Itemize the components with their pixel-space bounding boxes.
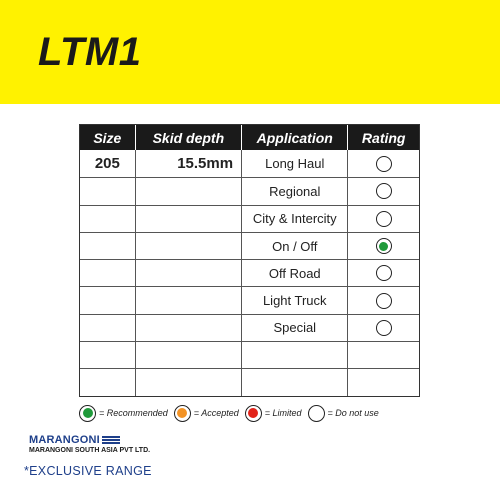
cell-rating: [348, 260, 419, 286]
cell-application: [242, 342, 348, 368]
table-row: [80, 368, 419, 395]
rating-do-not-use-icon: [376, 211, 392, 227]
cell-application: Regional: [242, 178, 348, 204]
rating-do-not-use-icon: [376, 183, 392, 199]
cell-size: [80, 369, 136, 395]
cell-skid-depth: [136, 315, 242, 341]
table-body: [80, 150, 419, 396]
legend-do-not-use-icon: [308, 405, 325, 422]
legend-fill-icon: [248, 408, 258, 418]
rating-recommended-icon: [376, 238, 392, 254]
legend-item-accepted: [174, 405, 239, 422]
cell-application: Long Haul: [242, 150, 348, 177]
legend-item-limited: [245, 405, 302, 422]
rating-legend: [79, 403, 424, 423]
cell-rating: [348, 178, 419, 204]
rating-do-not-use-icon: [376, 293, 392, 309]
legend-label: = Accepted: [193, 408, 239, 418]
header-size: Size: [80, 125, 136, 150]
legend-recommended-icon: [79, 405, 96, 422]
table-row: [80, 341, 419, 368]
title-banner: [0, 0, 500, 104]
table-row: [80, 259, 419, 286]
legend-item-recommended: [79, 405, 168, 422]
brand-block: [29, 434, 150, 454]
cell-size: [80, 233, 136, 259]
cell-rating: [348, 150, 419, 177]
cell-application: Light Truck: [242, 287, 348, 313]
cell-rating: [348, 206, 419, 232]
legend-label: = Do not use: [327, 408, 379, 418]
brand-logo: [29, 434, 150, 446]
cell-rating: [348, 342, 419, 368]
brand-stripes-icon: [102, 436, 120, 444]
cell-skid-depth: [136, 206, 242, 232]
cell-size: [80, 178, 136, 204]
rating-do-not-use-icon: [376, 156, 392, 172]
table-row: [80, 232, 419, 259]
brand-logo-text: MARANGONI: [29, 434, 100, 446]
rating-do-not-use-icon: [376, 265, 392, 281]
product-title: LTM1: [38, 30, 142, 74]
cell-size: [80, 287, 136, 313]
cell-skid-depth: [136, 233, 242, 259]
cell-application: Off Road: [242, 260, 348, 286]
cell-rating: [348, 233, 419, 259]
cell-rating: [348, 369, 419, 395]
cell-skid-depth: [136, 369, 242, 395]
cell-application: City & Intercity: [242, 206, 348, 232]
table-row: [80, 177, 419, 204]
legend-fill-icon: [177, 408, 187, 418]
header-rating: Rating: [361, 129, 406, 146]
table-row: [80, 314, 419, 341]
legend-limited-icon: [245, 405, 262, 422]
table-header: [80, 125, 419, 150]
legend-accepted-icon: [174, 405, 191, 422]
header-skid-depth: Skid depth: [136, 125, 242, 150]
cell-size: [80, 315, 136, 341]
cell-skid-depth: [136, 287, 242, 313]
rating-do-not-use-icon: [376, 320, 392, 336]
header-application: Application: [242, 125, 348, 150]
cell-application: [242, 369, 348, 395]
cell-skid-depth: 15.5mm: [136, 150, 242, 177]
table-row: [80, 286, 419, 313]
cell-skid-depth: [136, 178, 242, 204]
legend-item-do-not-use: [308, 405, 379, 422]
rating-fill-icon: [379, 242, 388, 251]
legend-label: = Recommended: [99, 408, 168, 418]
spec-table: [79, 124, 420, 397]
exclusive-range-note: *EXCLUSIVE RANGE: [24, 464, 152, 478]
table-row: [80, 150, 419, 177]
cell-size: [80, 260, 136, 286]
table-row: [80, 205, 419, 232]
company-name: MARANGONI SOUTH ASIA PVT LTD.: [29, 447, 151, 454]
legend-label: = Limited: [264, 408, 302, 418]
cell-size: [80, 206, 136, 232]
legend-fill-icon: [83, 408, 93, 418]
cell-rating: [348, 287, 419, 313]
cell-application: Special: [242, 315, 348, 341]
cell-size: [80, 342, 136, 368]
cell-skid-depth: [136, 260, 242, 286]
cell-rating: [348, 315, 419, 341]
cell-application: On / Off: [242, 233, 348, 259]
cell-skid-depth: [136, 342, 242, 368]
cell-size: 205: [80, 150, 136, 177]
